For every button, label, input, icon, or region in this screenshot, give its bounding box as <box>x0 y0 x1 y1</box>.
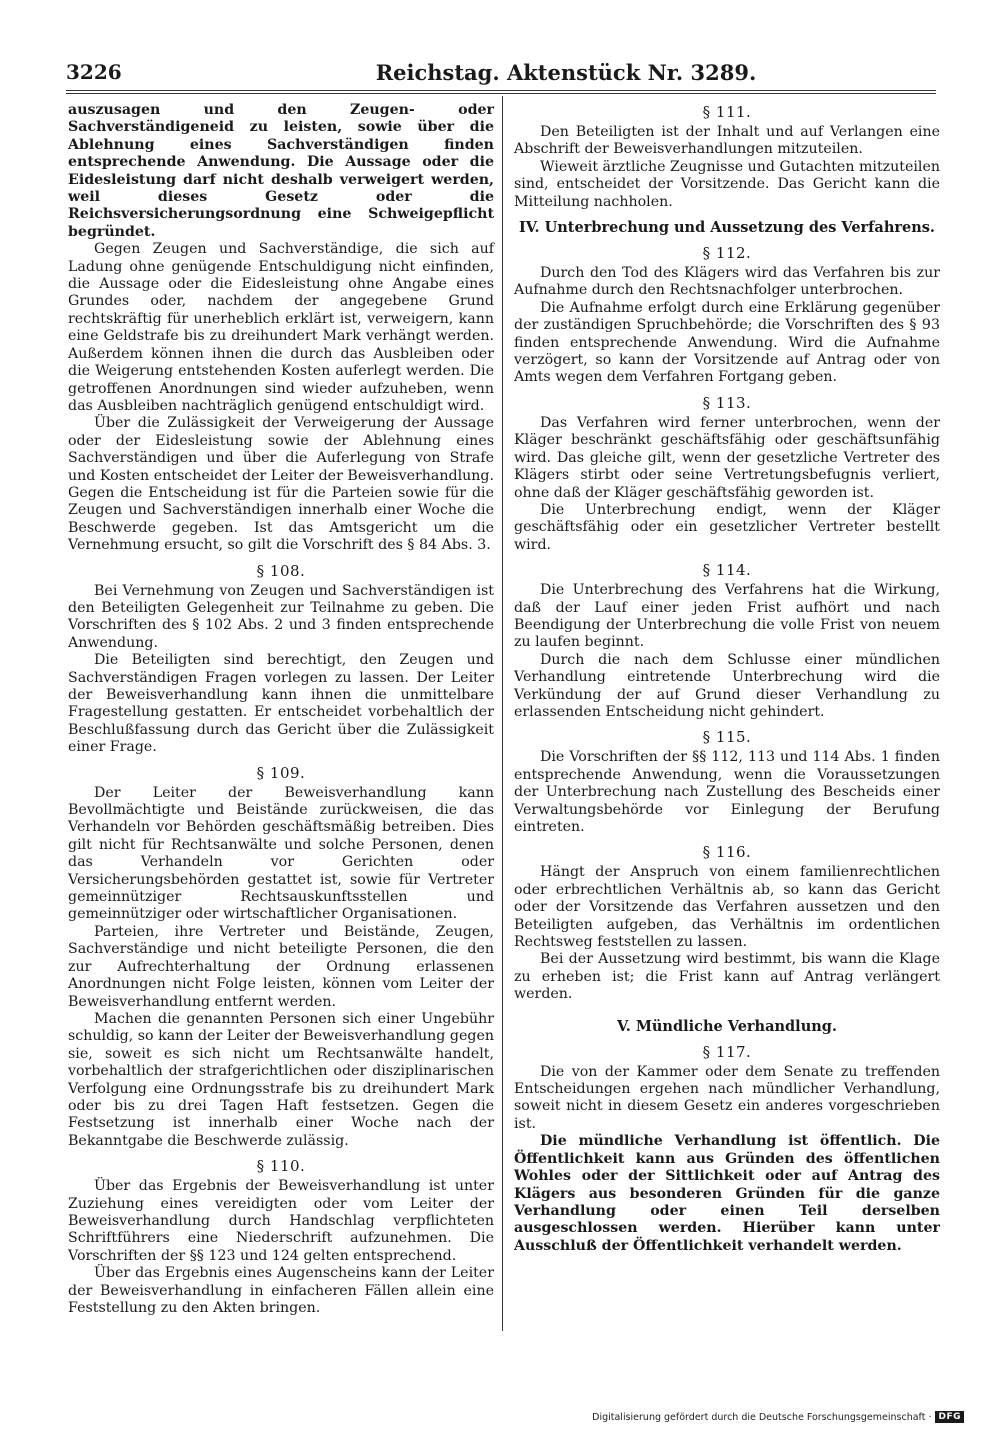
paragraph: Hängt der Anspruch von einem familienrechtlichen oder erbrechtlichen Verhältnis ab, so kann das Gericht oder der Vorsitzende das Verfahren aussetzen und den Beteiligten aufgeben, das Verhältnis im ordentlichen Rechtsweg feststellen zu lassen. <box>514 864 940 951</box>
paragraph: Bei Vernehmung von Zeugen und Sachverständigen ist den Beteiligten Gelegenheit zur Teilnahme zu geben. Die Vorschriften des § 102 Abs. 2 und 3 finden entsprechende Anwendung. <box>68 582 494 651</box>
digitization-credit <box>592 1411 964 1423</box>
section-heading-115: § 115. <box>702 728 752 747</box>
page-number: 3226 <box>66 60 122 84</box>
section-heading-114: § 114. <box>702 561 752 580</box>
section-heading-112: § 112. <box>702 244 752 263</box>
header-rule-bottom <box>66 93 936 94</box>
section-heading-113: § 113. <box>702 393 752 412</box>
section-heading-111: § 111. <box>702 103 752 121</box>
paragraph: Gegen Zeugen und Sachverständige, die sich auf Ladung ohne genügende Entschuldigung nicht einfinden, die Aussage oder die Eidesleistung ohne Angabe eines Grundes oder, nachdem der angegebene Grund rechtskräftig für unerheblich erklärt ist, verweigern, kann eine Geldstrafe bis zu dreihundert Mark verhängt werden. Außerdem können ihnen die durch das Ausbleiben oder die Weigerung entstehenden Kosten auferlegt werden. Die getroffenen Anordnungen sind wieder aufzuheben, wenn das Ausbleiben nachträglich genügend entschuldigt wird. <box>68 241 494 414</box>
paragraph: Über die Zulässigkeit der Verweigerung der Aussage oder der Eidesleistung sowie der Ablehnung eines Sachverständigen und über die Auferlegung von Strafe und Kosten entscheidet der Leiter der Beweisverhandlung. Gegen die Entscheidung ist für die Parteien sowie für die Zeugen und Sachverständigen innerhalb einer Woche die Beschwerde gegeben. Ist das Amtsgericht um die Vernehmung ersucht, so gilt die Vorschrift des § 84 Abs. 3. <box>68 415 494 554</box>
paragraph: Den Beteiligten ist der Inhalt und auf Verlangen eine Abschrift der Beweisverhandlungen mitzuteilen. <box>514 124 940 158</box>
paragraph: Der Leiter der Beweisverhandlung kann Bevollmächtigte und Beistände zurückweisen, die das Verhandeln vor Behörden geschäftsmäßig betreiben. Dies gilt nicht für Rechtsanwälte und solche Personen, denen das Verhandeln vor Gerichten oder Versicherungsbehörden gestattet ist, sowie für Vertreter gemeinnütziger Rechtsauskunftsstellen und gemeinnütziger oder wirtschaftlicher Organisationen. <box>68 784 494 923</box>
section-heading-108: § 108. <box>256 561 306 580</box>
chapter-heading-iv: IV. Unterbrechung und Aussetzung des Verfahrens. <box>519 219 935 237</box>
paragraph: Wieweit ärztliche Zeugnisse und Gutachten mitzuteilen sind, entscheidet der Vorsitzende. Das Gericht kann die Mitteilung nachholen. <box>514 158 940 210</box>
right-column <box>514 102 940 1255</box>
paragraph: Parteien, ihre Vertreter und Beistände, Zeugen, Sachverständige und nicht beteiligte Personen, die den zur Aufrechterhaltung der Ordnung erlassenen Anordnungen nicht Folge leisten, können vom Leiter der Beweisverhandlung entfernt werden. <box>68 923 494 1010</box>
paragraph: Durch die nach dem Schlusse einer mündlichen Verhandlung eintretende Unterbrechung wird die Verkündung der auf Grund dieser Verhandlung zu erlassenden Entscheidung nicht gehindert. <box>514 651 940 720</box>
paragraph: Durch den Tod des Klägers wird das Verfahren bis zur Aufnahme durch den Rechtsnachfolger unterbrochen. <box>514 265 940 299</box>
paragraph: Die von der Kammer oder dem Senate zu treffenden Entscheidungen ergehen nach mündlicher Verhandlung, soweit nicht in diesem Gesetz ein anderes vorgeschrieben ist. <box>514 1063 940 1132</box>
running-title: Reichstag. Aktenstück Nr. 3289. <box>375 60 757 85</box>
paragraph: Bei der Aussetzung wird bestimmt, bis wann die Klage zu erheben ist; die Frist kann auf Antrag verlängert werden. <box>514 951 940 1003</box>
column-divider <box>502 96 503 1331</box>
paragraph: Über das Ergebnis der Beweisverhandlung ist unter Zuziehung eines vereidigten oder vom Leiter der Beweisverhandlung durch Handschlag verpflichteten Schriftführers eine Niederschrift aufzunehmen. Die Vorschriften der §§ 123 und 124 gelten entsprechend. <box>68 1178 494 1264</box>
header-rule-top <box>66 90 936 91</box>
paragraph: Über das Ergebnis eines Augenscheins kann der Leiter der Beweisverhandlung in einfacheren Fällen allein eine Feststellung zu den Akten bringen. <box>68 1265 494 1316</box>
paragraph: Die Aufnahme erfolgt durch eine Erklärung gegenüber der zuständigen Spruchbehörde; die Vorschriften des § 93 finden entsprechende Anwendung. Wird die Aufnahme verzögert, so kann der Vorsitzende auf Antrag oder von Amts wegen dem Verfahren Fortgang geben. <box>514 299 940 386</box>
paragraph: Die Unterbrechung des Verfahrens hat die Wirkung, daß der Lauf einer jeden Frist aufhört und nach Beendigung der Unterbrechung die volle Frist von neuem zu laufen beginnt. <box>514 582 940 651</box>
section-heading-116: § 116. <box>702 843 752 862</box>
paragraph: Die Unterbrechung endigt, wenn der Kläger geschäftsfähig oder ein gesetzlicher Vertreter bestellt wird. <box>514 501 940 553</box>
chapter-heading-v: V. Mündliche Verhandlung. <box>617 1017 837 1035</box>
section-heading-110: § 110. <box>256 1157 306 1176</box>
paragraph: Die Beteiligten sind berechtigt, den Zeugen und Sachverständigen Fragen vorlegen zu lassen. Der Leiter der Beweisverhandlung kann ihnen die unmittelbare Fragestellung gestatten. Er entscheidet vorbehaltlich der Beschlußfassung durch das Gericht über die Zulässigkeit einer Frage. <box>68 652 494 756</box>
paragraph: Machen die genannten Personen sich einer Ungebühr schuldig, so kann der Leiter der Beweisverhandlung gegen sie, soweit es sich nicht um Rechtsanwälte handelt, vorbehaltlich der strafgerichtlichen oder disziplinarischen Verfolgung eine Ordnungsstrafe bis zu dreihundert Mark oder bis zu drei Tagen Haft festsetzen. Gegen die Festsetzung ist innerhalb einer Woche nach der Bekanntgabe die Beschwerde zulässig. <box>68 1010 494 1149</box>
dfg-logo-icon: DFG <box>935 1411 964 1423</box>
paragraph: Die mündliche Verhandlung ist öffentlich. Die Öffentlichkeit kann aus Gründen des öffentlichen Wohles oder der Sittlichkeit oder auf Antrag des Klägers aus besonderen Gründen für die ganze Verhandlung oder einen Teil derselben ausgeschlossen werden. Hierüber kann unter Ausschluß der Öffentlichkeit verhandelt werden. <box>514 1133 940 1254</box>
section-heading-117: § 117. <box>702 1042 752 1061</box>
page-header <box>66 60 936 88</box>
paragraph: auszusagen und den Zeugen- oder Sachverständigeneid zu leisten, sowie über die Ablehnung eines Sachverständigen finden entsprechende Anwendung. Die Aussage oder die Eidesleistung darf nicht deshalb verweigert werden, weil dieses Gesetz oder die Reichsversicherungsordnung eine Schweigepflicht begründet. <box>68 102 494 240</box>
section-heading-109: § 109. <box>256 763 306 782</box>
paragraph: Das Verfahren wird ferner unterbrochen, wenn der Kläger beschränkt geschäftsfähig oder geschäftsunfähig wird. Das gleiche gilt, wenn der gesetzliche Vertreter des Klägers stirbt oder seine Vertretungsbefugnis verliert, ohne daß der Kläger geschäftsfähig geworden ist. <box>514 414 940 501</box>
credit-text: Digitalisierung gefördert durch die Deutsche Forschungsgemeinschaft · <box>592 1411 932 1423</box>
paragraph: Die Vorschriften der §§ 112, 113 und 114 Abs. 1 finden entsprechende Anwendung, wenn die Voraussetzungen der Unterbrechung nach Zustellung des Bescheids einer Verwaltungsbehörde vor Einlegung der Berufung eintreten. <box>514 749 940 835</box>
left-column <box>68 102 494 1317</box>
